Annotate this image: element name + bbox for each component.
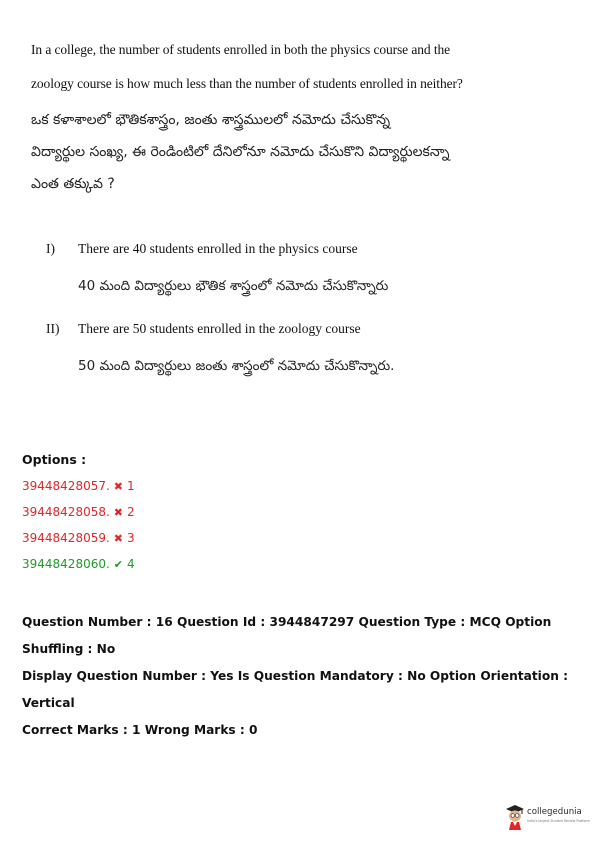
question-telugu-line: విద్యార్థుల సంఖ్య, ఈ రెండింటిలో దేనిలోనూ నమోదు చేసుకొని విద్యార్థులకన్నా — [31, 144, 450, 160]
option-id: 39448428057. — [22, 479, 110, 493]
logo-text: collegedunia — [527, 807, 582, 817]
options-title: Options : — [22, 452, 87, 467]
option-id: 39448428058. — [22, 505, 110, 519]
question-english-line: zoology course is how much less than the number of students enrolled in neither? — [31, 76, 463, 91]
option-label: 4 — [127, 557, 135, 571]
meta-line: Question Number : 16 Question Id : 3944847297 Question Type : MCQ Option Shuffling : No — [22, 615, 552, 656]
collegedunia-logo — [505, 803, 591, 833]
statement-2 — [46, 321, 361, 337]
question-telugu — [31, 104, 461, 200]
logo-tagline: India's largest Student Review Platform — [527, 819, 590, 823]
option-id: 39448428060. — [22, 557, 110, 571]
mascot-icon — [505, 803, 525, 831]
option-label: 1 — [127, 479, 135, 493]
cross-icon: ✖ — [113, 480, 124, 493]
meta-line: Display Question Number : Yes Is Question Mandatory : No Option Orientation : Vertical — [22, 669, 569, 710]
question-english-line: In a college, the number of students enrolled in both the physics course and the — [31, 42, 451, 57]
statement-1-telugu: 40 మంది విద్యార్థులు భౌతిక శాస్త్రంలో నమోదు చేసుకొన్నారు — [78, 278, 389, 294]
question-telugu-line: ఎంత తక్కువ ? — [31, 176, 115, 192]
statement-english: There are 40 students enrolled in the physics course — [78, 241, 358, 256]
question-telugu-line: ఒక కళాశాలలో భౌతికశాస్త్రం, జంతు శాస్త్రములలో నమోదు చేసుకొన్న — [31, 112, 391, 128]
option-id: 39448428059. — [22, 531, 110, 545]
option-3 — [22, 531, 135, 545]
meta-line: Correct Marks : 1 Wrong Marks : 0 — [22, 723, 258, 737]
option-4 — [22, 557, 135, 571]
option-2 — [22, 505, 135, 519]
question-english — [31, 33, 551, 101]
check-icon: ✔ — [113, 558, 124, 571]
option-1 — [22, 479, 135, 493]
option-label: 2 — [127, 505, 135, 519]
question-meta — [22, 609, 582, 744]
statement-1 — [46, 241, 358, 257]
statement-english: There are 50 students enrolled in the zoology course — [78, 321, 361, 336]
cross-icon: ✖ — [113, 532, 124, 545]
statement-number: II) — [46, 321, 60, 336]
statement-2-telugu: 50 మంది విద్యార్థులు జంతు శాస్త్రంలో నమోదు చేసుకొన్నారు. — [78, 358, 395, 374]
cross-icon: ✖ — [113, 506, 124, 519]
statement-number: I) — [46, 241, 55, 256]
option-label: 3 — [127, 531, 135, 545]
